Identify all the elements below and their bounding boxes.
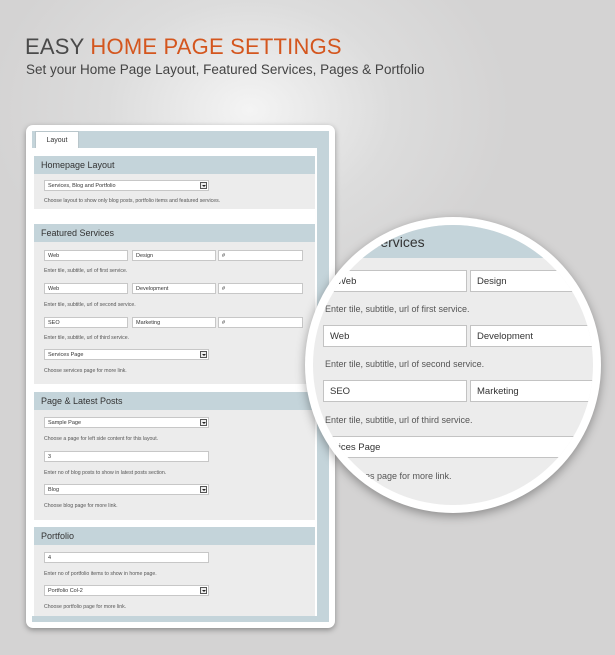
chevron-down-icon[interactable] xyxy=(200,351,207,358)
blog-page-select-value: Blog xyxy=(48,487,60,493)
zoom-service-3-subtitle[interactable]: Marketing xyxy=(470,380,593,402)
services-page-select[interactable] xyxy=(44,349,209,360)
left-page-select[interactable] xyxy=(44,417,209,428)
service-3-subtitle-input[interactable]: Marketing xyxy=(132,317,216,328)
settings-card xyxy=(26,125,335,628)
zoom-services-header xyxy=(313,225,593,258)
zoom-service-3-title[interactable]: SEO xyxy=(323,380,467,402)
zoom-service-2-subtitle[interactable]: Development xyxy=(470,325,593,347)
homepage-layout-header: Homepage Layout xyxy=(34,156,315,174)
chevron-down-icon[interactable] xyxy=(200,419,207,426)
homepage-layout-select[interactable] xyxy=(44,180,209,191)
portfolio-header: Portfolio xyxy=(34,527,315,545)
zoom-services-page-select[interactable]: vices Page xyxy=(327,436,577,458)
featured-services-header: Featured Services xyxy=(34,224,315,242)
service-1-title-input[interactable]: Web xyxy=(44,250,128,261)
featured-services-section xyxy=(34,224,315,384)
zoom-services-page-help: vices page for more link. xyxy=(354,471,452,481)
zoom-magnifier xyxy=(313,225,593,505)
subheadline: Set your Home Page Layout, Featured Services, Pages & Portfolio xyxy=(26,62,425,77)
zoom-service-1-help: Enter tile, subtitle, url of first service. xyxy=(325,304,470,314)
portfolio-page-select[interactable] xyxy=(44,585,209,596)
service-3-help: Enter tile, subtitle, url of third service. xyxy=(44,335,130,341)
homepage-layout-section xyxy=(34,156,315,209)
services-page-help: Choose services page for more link. xyxy=(44,368,127,374)
homepage-layout-select-value: Services, Blog and Portfolio xyxy=(48,183,116,189)
settings-content xyxy=(32,148,317,616)
blog-page-select[interactable] xyxy=(44,484,209,495)
service-2-url-input[interactable]: # xyxy=(218,283,303,294)
headline-word-settings: HOME PAGE SETTINGS xyxy=(90,34,342,59)
service-3-title-input[interactable]: SEO xyxy=(44,317,128,328)
zoom-service-1-subtitle[interactable]: Design xyxy=(470,270,593,292)
blog-posts-count-help: Enter no of blog posts to show in latest posts section. xyxy=(44,470,167,476)
left-page-select-value: Sample Page xyxy=(48,420,82,426)
zoom-service-2-help: Enter tile, subtitle, url of second service. xyxy=(325,359,485,369)
homepage-layout-help: Choose layout to show only blog posts, portfolio items and featured services. xyxy=(44,198,221,204)
tab-layout[interactable]: Layout xyxy=(35,131,79,149)
portfolio-section xyxy=(34,527,315,616)
zoom-service-1-title[interactable]: Web xyxy=(330,270,467,292)
blog-posts-count-input[interactable]: 3 xyxy=(44,451,209,462)
service-2-title-input[interactable]: Web xyxy=(44,283,128,294)
portfolio-page-select-value: Portfolio Col-2 xyxy=(48,588,83,594)
chevron-down-icon[interactable] xyxy=(200,182,207,189)
page-posts-section xyxy=(34,392,315,520)
headline-word-easy: EASY xyxy=(25,34,85,59)
service-2-subtitle-input[interactable]: Development xyxy=(132,283,216,294)
chevron-down-icon[interactable] xyxy=(200,587,207,594)
portfolio-page-help: Choose portfolio page for more link. xyxy=(44,604,127,610)
chevron-down-icon[interactable] xyxy=(200,486,207,493)
service-3-url-input[interactable]: # xyxy=(218,317,303,328)
services-page-select-value: Services Page xyxy=(48,352,84,358)
blog-page-help: Choose blog page for more link. xyxy=(44,503,118,509)
service-1-help: Enter tile, subtitle, url of first service. xyxy=(44,268,128,274)
zoom-service-3-help: Enter tile, subtitle, url of third service. xyxy=(325,415,473,425)
zoom-service-2-title[interactable]: Web xyxy=(323,325,467,347)
headline xyxy=(25,34,342,60)
zoom-services-title: Services xyxy=(371,234,425,250)
service-2-help: Enter tile, subtitle, url of second service. xyxy=(44,302,136,308)
portfolio-count-input[interactable]: 4 xyxy=(44,552,209,563)
page-posts-header: Page & Latest Posts xyxy=(34,392,315,410)
left-page-help: Choose a page for left side content for this layout. xyxy=(44,436,159,442)
portfolio-count-help: Enter no of portfolio items to show in home page. xyxy=(44,571,157,577)
service-1-url-input[interactable]: # xyxy=(218,250,303,261)
service-1-subtitle-input[interactable]: Design xyxy=(132,250,216,261)
